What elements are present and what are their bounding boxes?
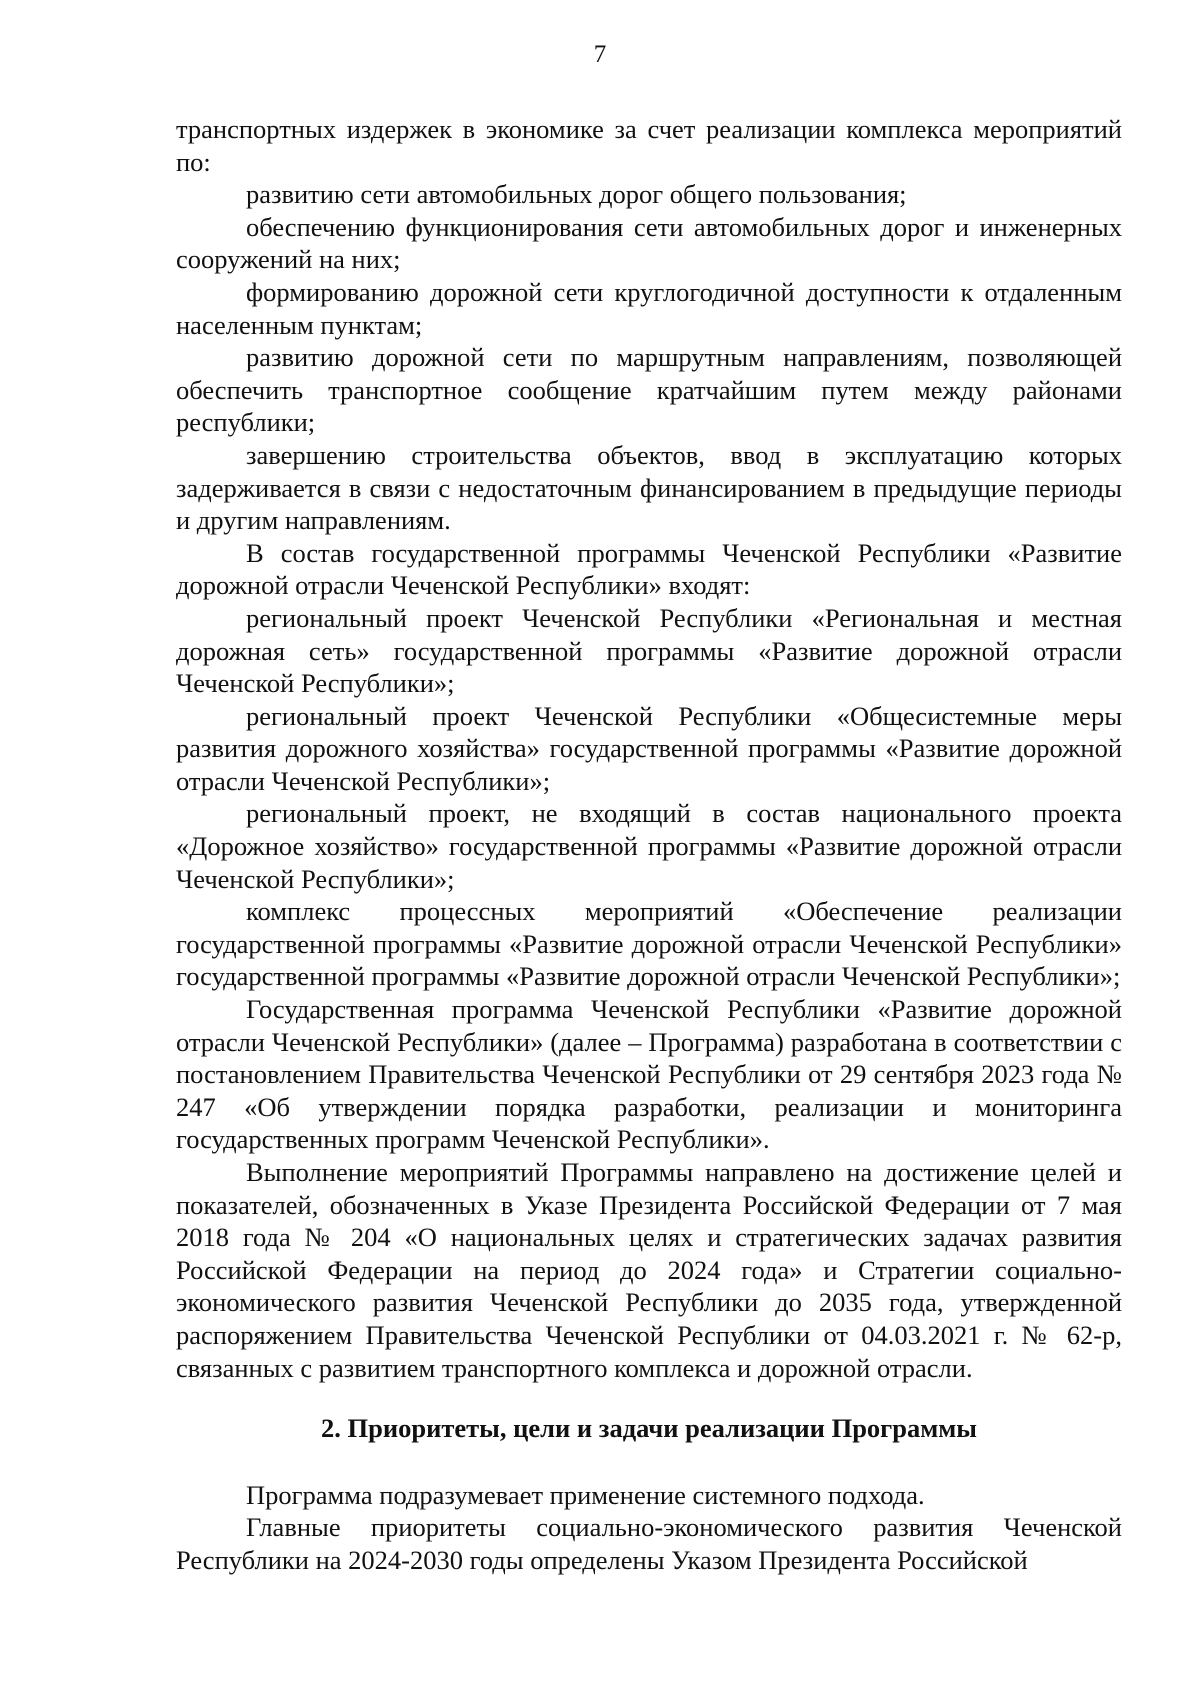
paragraph-priorities: Главные приоритеты социально-экономического развития Чеченской Республики на 2024-2030 годы определены Указом Президента Российской [176,1512,1122,1575]
section-heading: 2. Приоритеты, цели и задачи реализации Программы [321,1413,977,1444]
paragraph-program-goals: Выполнение мероприятий Программы направлено на достижение целей и показателей, обозначенных в Указе Президента Российской Федерации от 7 мая 2018 года № 204 «О национальных целях и стратегических задачах развития Российской Федерации на период до 2024 года» и Стратегии социально-экономического развития Чеченской Республики до 2035 года, утвержденной распоряжением Правительства Чеченской Республики от 04.03.2021 г. № 62-р, связанных с развитием транспортного комплекса и дорожной отрасли. [176,1157,1122,1383]
list-item-year-round-access: формированию дорожной сети круглогодичной доступности к отдаленным населенным пунктам; [176,276,1122,340]
paragraph-system-approach: Программа подразумевает применение системного подхода. [246,1479,925,1510]
paragraph-program-composition: В состав государственной программы Чеченской Республики «Развитие дорожной отрасли Чеченской Республики» входят: [176,537,1122,601]
document-body [176,113,1122,1577]
list-item-regional-project-1: региональный проект Чеченской Республики «Региональная и местная дорожная сеть» государственной программы «Развитие дорожной отрасли Чеченской Республики»; [176,602,1122,699]
list-item-functioning: обеспечению функционирования сети автомобильных дорог и инженерных сооружений на них; [176,211,1122,275]
paragraph-program-development: Государственная программа Чеченской Республики «Развитие дорожной отрасли Чеченской Республики» (далее – Программа) разработана в соответствии с постановлением Правительства Чеченской Республики от 29 сентября 2023 года № 247 «Об утверждении порядка разработки, реализации и мониторинга государственных программ Чеченской Республики». [176,994,1122,1155]
page-number: 7 [593,41,607,68]
list-item-road-network: развитию сети автомобильных дорог общего пользования; [246,179,907,210]
list-item-route-directions: развитию дорожной сети по маршрутным направлениям, позволяющей обеспечить транспортное сообщение кратчайшим путем между районами республики; [176,342,1122,438]
list-item-regional-project-2: региональный проект Чеченской Республики «Общесистемные меры развития дорожного хозяйства» государственной программы «Развитие дорожной отрасли Чеченской Республики»; [176,700,1122,796]
list-item-process-measures: комплекс процессных мероприятий «Обеспечение реализации государственной программы «Развитие дорожной отрасли Чеченской Республики» государственной программы «Развитие дорожной отрасли Чеченской Республики»; [176,896,1122,992]
paragraph-intro: транспортных издержек в экономике за счет реализации комплекса мероприятий по: [176,114,1122,177]
list-item-regional-project-3: региональный проект, не входящий в состав национального проекта «Дорожное хозяйство» государственной программы «Развитие дорожной отрасли Чеченской Республики»; [176,798,1122,894]
list-item-construction-completion: завершению строительства объектов, ввод в эксплуатацию которых задерживается в связи с недостаточным финансированием в предыдущие периоды и другим направлениям. [176,439,1122,536]
